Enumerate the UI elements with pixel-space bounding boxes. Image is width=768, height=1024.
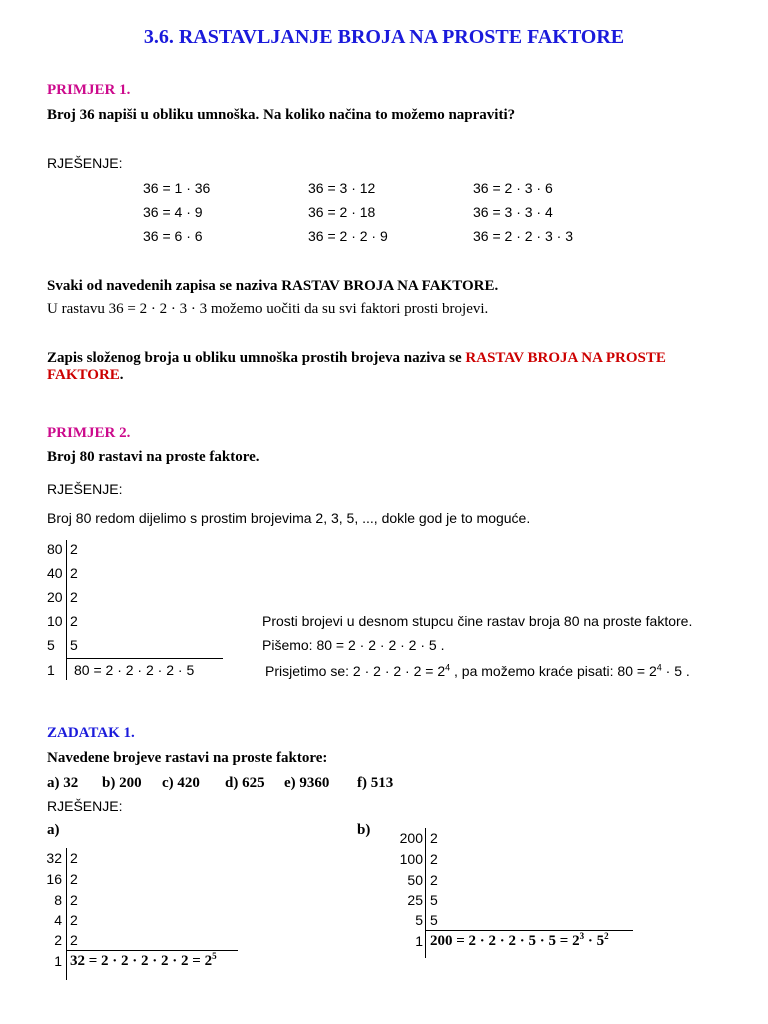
ladder-dividend: 100 bbox=[399, 851, 423, 867]
example2-intro: Broj 80 redom dijelimo s prostim brojevima 2, 3, 5, ..., dokle god je to moguće. bbox=[47, 510, 531, 526]
task1-item: c) 420 bbox=[162, 775, 200, 791]
factorization-cell: 36 = 2 · 2 · 9 bbox=[308, 228, 388, 244]
example2-note3 bbox=[265, 663, 690, 679]
task1-question: Navedene brojeve rastavi na proste faktore: bbox=[47, 750, 328, 766]
ladder-divisor: 2 bbox=[430, 872, 438, 888]
ladder-dividend: 40 bbox=[47, 565, 63, 581]
ladder-dividend: 1 bbox=[54, 953, 62, 969]
factorization-cell: 36 = 3 · 12 bbox=[308, 180, 376, 196]
factorization-cell: 36 = 2 · 2 · 3 · 3 bbox=[473, 228, 573, 244]
task1-solution-label: RJEŠENJE: bbox=[47, 798, 123, 814]
definition-term: RASTAV BROJA NA PROSTE bbox=[465, 350, 666, 366]
ladder-dividend: 10 bbox=[47, 613, 63, 629]
ladder-divisor: 5 bbox=[430, 912, 438, 928]
note3-part: · 5 . bbox=[661, 663, 690, 679]
ladder-dividend: 5 bbox=[415, 912, 423, 928]
result-text: · 5 bbox=[584, 933, 605, 949]
ladder-divisor: 2 bbox=[70, 565, 78, 581]
ladder-divisor: 2 bbox=[70, 850, 78, 866]
ladder-dividend: 1 bbox=[415, 933, 423, 949]
factorization-cell: 36 = 2 · 3 · 6 bbox=[473, 180, 553, 196]
exponent: 4 bbox=[656, 662, 662, 673]
note-prime-factors: U rastavu 36 = 2 · 2 · 3 · 3 možemo uočiti da su svi faktori prosti brojevi. bbox=[47, 301, 489, 317]
ladder-divisor: 2 bbox=[430, 851, 438, 867]
task1-b-label: b) bbox=[357, 822, 371, 838]
ladder-divisor: 2 bbox=[70, 871, 78, 887]
example2-note1: Prosti brojevi u desnom stupcu čine rastav broja 80 na proste faktore. bbox=[262, 613, 693, 629]
task1-a-label: a) bbox=[47, 822, 60, 838]
ladder-dividend: 2 bbox=[54, 932, 62, 948]
ladder-vertical-line bbox=[66, 848, 67, 980]
ladder-divisor: 2 bbox=[70, 541, 78, 557]
exponent: 3 bbox=[579, 931, 585, 941]
note-term: RASTAV BROJA NA FAKTORE. bbox=[281, 278, 499, 294]
task1-item: e) 9360 bbox=[284, 775, 330, 791]
ladder-dividend: 1 bbox=[47, 662, 55, 678]
ladder-dividend: 50 bbox=[407, 872, 423, 888]
ladder-dividend: 25 bbox=[407, 892, 423, 908]
task1-heading: ZADATAK 1. bbox=[47, 725, 135, 741]
note-text: Svaki od navedenih zapisa se naziva bbox=[47, 278, 282, 294]
ladder-horizontal-line bbox=[66, 950, 238, 951]
ladder-horizontal-line bbox=[425, 930, 633, 931]
ladder-dividend: 8 bbox=[54, 892, 62, 908]
factorization-cell: 36 = 2 · 18 bbox=[308, 204, 376, 220]
ladder-divisor: 2 bbox=[70, 589, 78, 605]
definition-line1 bbox=[47, 350, 666, 367]
task1-item: f) 513 bbox=[357, 775, 394, 791]
note3-part: , pa možemo kraće pisati: 80 = 2 bbox=[450, 663, 657, 679]
task1-item: d) 625 bbox=[225, 775, 265, 791]
definition-period: . bbox=[119, 367, 124, 383]
result-text: 200 = 2 · 2 · 2 · 5 · 5 = 2 bbox=[430, 933, 580, 949]
ladder-dividend: 5 bbox=[47, 637, 55, 653]
result-text: 32 = 2 · 2 · 2 · 2 · 2 = 2 bbox=[70, 953, 213, 969]
factorization-cell: 36 = 4 · 9 bbox=[143, 204, 203, 220]
example2-solution-label: RJEŠENJE: bbox=[47, 481, 123, 497]
ladder-dividend: 4 bbox=[54, 912, 62, 928]
example1-question: Broj 36 napiši u obliku umnoška. Na koliko načina to možemo napraviti? bbox=[47, 107, 516, 123]
ladder-divisor: 2 bbox=[70, 912, 78, 928]
example1-heading: PRIMJER 1. bbox=[47, 82, 131, 98]
example2-note2: Pišemo: 80 = 2 · 2 · 2 · 2 · 5 . bbox=[262, 637, 445, 653]
ladder-dividend: 200 bbox=[399, 830, 423, 846]
example2-question: Broj 80 rastavi na proste faktore. bbox=[47, 449, 260, 465]
factorization-cell: 36 = 1 · 36 bbox=[143, 180, 211, 196]
ladder-vertical-line bbox=[425, 828, 426, 958]
ladder-result bbox=[70, 953, 217, 970]
ladder-result bbox=[430, 933, 609, 950]
ladder-vertical-line bbox=[66, 540, 67, 680]
factorization-cell: 36 = 3 · 3 · 4 bbox=[473, 204, 553, 220]
exponent: 4 bbox=[445, 662, 451, 673]
ladder-divisor: 5 bbox=[430, 892, 438, 908]
factorization-cell: 36 = 6 · 6 bbox=[143, 228, 203, 244]
example1-solution-label: RJEŠENJE: bbox=[47, 155, 123, 171]
note-factorization bbox=[47, 278, 498, 295]
ladder-dividend: 32 bbox=[46, 850, 62, 866]
definition-term-end: FAKTORE bbox=[47, 367, 120, 383]
page-title: 3.6. RASTAVLJANJE BROJA NA PROSTE FAKTORE bbox=[143, 26, 625, 48]
ladder-horizontal-line bbox=[66, 658, 223, 659]
ladder-dividend: 80 bbox=[47, 541, 63, 557]
exponent: 5 bbox=[212, 951, 217, 961]
definition-line2 bbox=[47, 367, 124, 384]
ladder-divisor: 2 bbox=[70, 932, 78, 948]
ladder-dividend: 16 bbox=[46, 871, 62, 887]
ladder-divisor: 2 bbox=[430, 830, 438, 846]
example2-heading: PRIMJER 2. bbox=[47, 425, 131, 441]
ladder-dividend: 20 bbox=[47, 589, 63, 605]
task1-item: b) 200 bbox=[102, 775, 142, 791]
ladder-result: 80 = 2 · 2 · 2 · 2 · 5 bbox=[74, 662, 195, 678]
ladder-divisor: 5 bbox=[70, 637, 78, 653]
task1-item: a) 32 bbox=[47, 775, 79, 791]
note3-part: Prisjetimo se: 2 · 2 · 2 · 2 = 2 bbox=[265, 663, 446, 679]
exponent: 2 bbox=[604, 931, 609, 941]
ladder-divisor: 2 bbox=[70, 613, 78, 629]
ladder-divisor: 2 bbox=[70, 892, 78, 908]
definition-text: Zapis složenog broja u obliku umnoška prostih brojeva naziva se bbox=[47, 350, 466, 366]
